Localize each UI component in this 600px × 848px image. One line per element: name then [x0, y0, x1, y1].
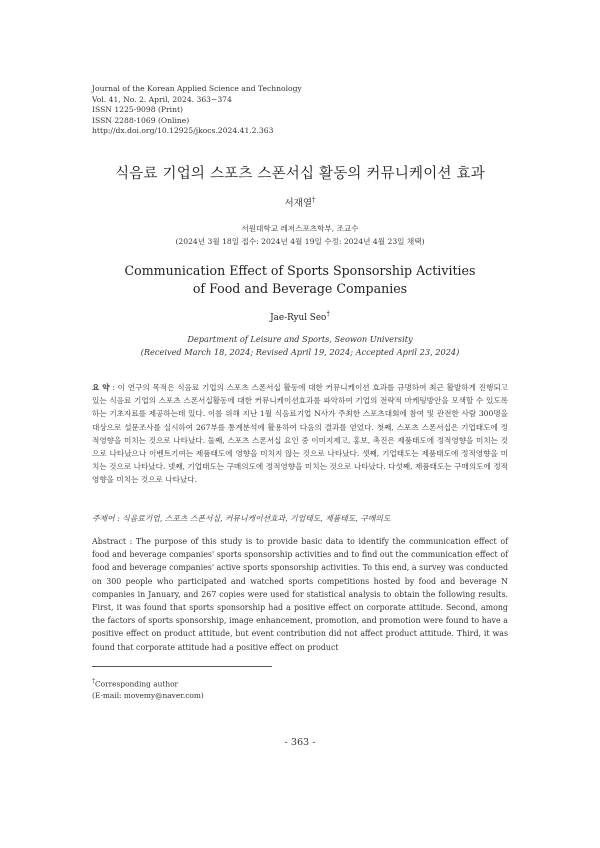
- title-english-line2: of Food and Beverage Companies: [192, 281, 408, 296]
- affiliation-english-block: [0, 333, 600, 358]
- journal-info: [92, 84, 302, 137]
- author-korean: [0, 195, 600, 209]
- author-korean-name: 서재열: [284, 198, 313, 209]
- abstract-english: Abstract : The purpose of this study is to provide basic data to identify the communication effect of food and beverage companies' sports sponsorship activities and to find out the communication effect of food and beverage companies' active sports sponsorship activities. To this end, a survey was conducted on 300 people who participated and watched sports competitions hosted by food and beverage N companies in January, and 267 copies were used for statistical analysis to obtain the following results. First, it was found that sports sponsorship had a positive effect on corporate attitude. Second, among the factors of sports sponsorship, image enhancement, promotion, and promotion were found to have a positive effect on product attitude, but event contribution did not affect product attitude. Third, it was found that corporate attitude had a positive effect on product: [92, 537, 508, 652]
- affiliation-korean: 서원대학교 레저스포츠학부, 조교수: [241, 224, 359, 233]
- dates-korean: (2024년 3월 18일 접수: 2024년 4월 19일 수정: 2024년 4월 23일 채택): [175, 237, 425, 246]
- footnote-email: (E-mail: movemy@naver.com): [92, 691, 204, 701]
- author-english-name: Jae-Ryul Seo: [270, 312, 327, 323]
- dates-english: (Received March 18, 2024; Revised April 19, 2024; Accepted April 23, 2024): [140, 346, 460, 357]
- page-number: - 363 -: [284, 737, 316, 748]
- author-english: [0, 310, 600, 323]
- keywords-korean: 주제어 : 식음료기업, 스포츠 스폰서십, 커뮤니케이션효과, 기업태도, 제품태도, 구매의도: [92, 514, 391, 523]
- footnote-divider: [92, 666, 272, 667]
- title-korean: 식음료 기업의 스포츠 스폰서십 활동의 커뮤니케이션 효과: [115, 166, 485, 182]
- issn-print: ISSN 1225-9098 (Print): [92, 105, 183, 115]
- doi-link[interactable]: http://dx.doi.org/10.12925/jkocs.2024.41.2.363: [92, 126, 274, 136]
- title-english: [0, 262, 600, 298]
- journal-name: Journal of the Korean Applied Science and Technology: [92, 84, 302, 93]
- footnote-corresponding: [92, 676, 204, 690]
- author-mark-english: †: [326, 310, 330, 318]
- author-mark: †: [312, 195, 316, 204]
- abstract-korean: [92, 381, 508, 487]
- issn-online: ISSN 2288-1069 (Online): [92, 115, 190, 125]
- affiliation-english: Department of Leisure and Sports, Seowon University: [187, 334, 413, 344]
- footnote-corresponding-label: Corresponding author: [95, 679, 179, 689]
- footnote: [92, 676, 204, 702]
- abstract-korean-text: : 이 연구의 목적은 식음료 기업의 스포츠 스폰서십 활동에 대한 커뮤니케이션 효과를 규명하여 최근 활발하게 진행되고 있는 식음료 기업의 스포츠 스폰서십활동에 대한 커뮤니케이션효과를 파악하여 기업의 전략적 마케팅방안을 모색할 수 있도록 하는 기초자료를 제공하는데 있다. 이를 위해 지난 1월 식음료기업 N사가 주최한 스포츠대회에 참여 및 관전한 사람 300명을 대상으로 설문조사를 실시하여 267부를 통계분석에 활용하여 다음의 결과를 얻었다. 첫째, 스포츠 스폰서십은 기업태도에 정적영향을 미치는 것으로 나타났다. 둘째, 스포츠 스폰서십 요인 중 이미지제고, 홍보, 촉진은 제품태도에 정적영향을 미치는 것으로 나타났으나 이벤트기여는 제품태도에 영향을 미치지 않는 것으로 나타났다. 셋째, 기업태도는 제품태도에 정적영향을 미치는 것으로 나타났다. 넷째, 기업태도는 구매의도에 정적영향을 미치는 것으로 나타났다. 다섯째, 제품태도는 구매의도에 정적영향을 미치는 것으로 나타났다.: [92, 383, 508, 485]
- footnote-mark: †: [92, 678, 95, 685]
- title-english-line1: Communication Effect of Sports Sponsorship Activities: [124, 263, 476, 278]
- abstract-korean-label: 요 약: [92, 383, 110, 392]
- journal-volume: Vol. 41, No. 2. April, 2024. 363~374: [92, 94, 232, 104]
- affiliation-korean-block: [0, 222, 600, 248]
